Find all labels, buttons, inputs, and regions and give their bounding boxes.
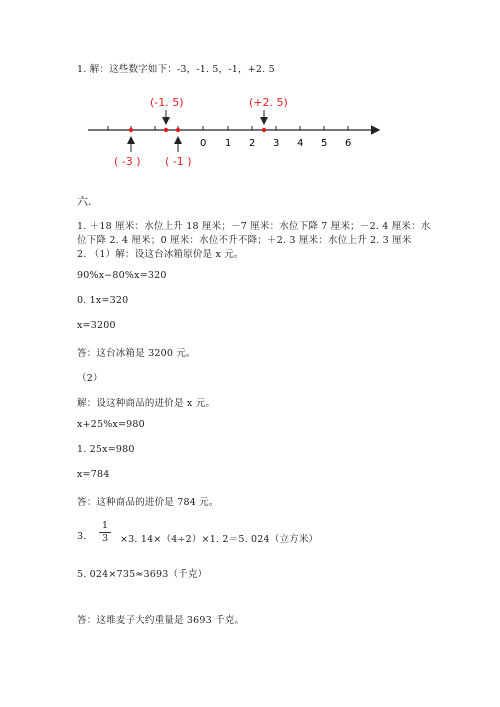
text-line: 90%x−80%x=320 [77, 270, 167, 281]
text-line: 1. ＋18 厘米：水位上升 18 厘米；－7 厘米：水位下降 7 厘米；－2. 4 厘米：水 [77, 221, 431, 232]
label-neg1-5: (-1. 5) [150, 96, 184, 109]
tick-label-2: 2 [249, 138, 256, 149]
tick-label-4: 4 [297, 138, 304, 149]
label-neg3: ( -3 ) [114, 155, 141, 168]
text-line: （2） [77, 373, 103, 384]
point-neg3 [129, 128, 133, 132]
tick-label-1: 1 [225, 138, 232, 149]
text-line: x=3200 [77, 320, 116, 331]
text-line: 位下降 2. 4 厘米；0 厘米：水位不升不降；＋2. 3 厘米：水位上升 2. 3 厘米 [77, 235, 412, 246]
point-pos2-5 [262, 128, 266, 132]
text-line: 答：这种商品的进价是 784 元。 [77, 497, 219, 508]
label-neg1: ( -1 ) [165, 155, 192, 168]
text-line: x=784 [77, 469, 110, 480]
text-line: 1. 25x=980 [77, 444, 135, 455]
point-neg1 [176, 128, 180, 132]
fraction-one-third [99, 520, 111, 545]
answer-line-1: 1. 解：这些数字如下：-3，-1. 5，-1，+2. 5 [77, 64, 275, 75]
point-neg1-5 [164, 128, 168, 132]
text-line: 2. （1）解：设这台冰箱原价是 x 元。 [77, 249, 244, 260]
text-line: 答：这台冰箱是 3200 元。 [77, 348, 196, 359]
tick-label-6: 6 [345, 138, 352, 149]
text-line: 0. 1x=320 [77, 295, 129, 306]
tick-label-0: 0 [200, 138, 207, 149]
tick-label-5: 5 [321, 138, 328, 149]
fraction-numerator: 1 [99, 520, 111, 533]
tick-label-3: 3 [273, 138, 280, 149]
section-title: 六. [77, 195, 92, 208]
label-pos2-5: (+2. 5) [249, 96, 288, 109]
text-line: 答：这堆麦子大约重量是 3693 千克。 [77, 615, 245, 626]
text-line: 解：设这种商品的进价是 x 元。 [77, 398, 216, 409]
text-line: 5. 024×735≈3693（千克） [77, 569, 208, 580]
item-number: 3. [77, 531, 87, 542]
fraction-denominator: 3 [101, 533, 109, 544]
axis-ticks [108, 126, 348, 130]
text-line: ×3. 14×（4÷2）×1. 2＝5. 024（立方米） [120, 534, 319, 545]
text-line: x+25%x=980 [77, 419, 145, 430]
